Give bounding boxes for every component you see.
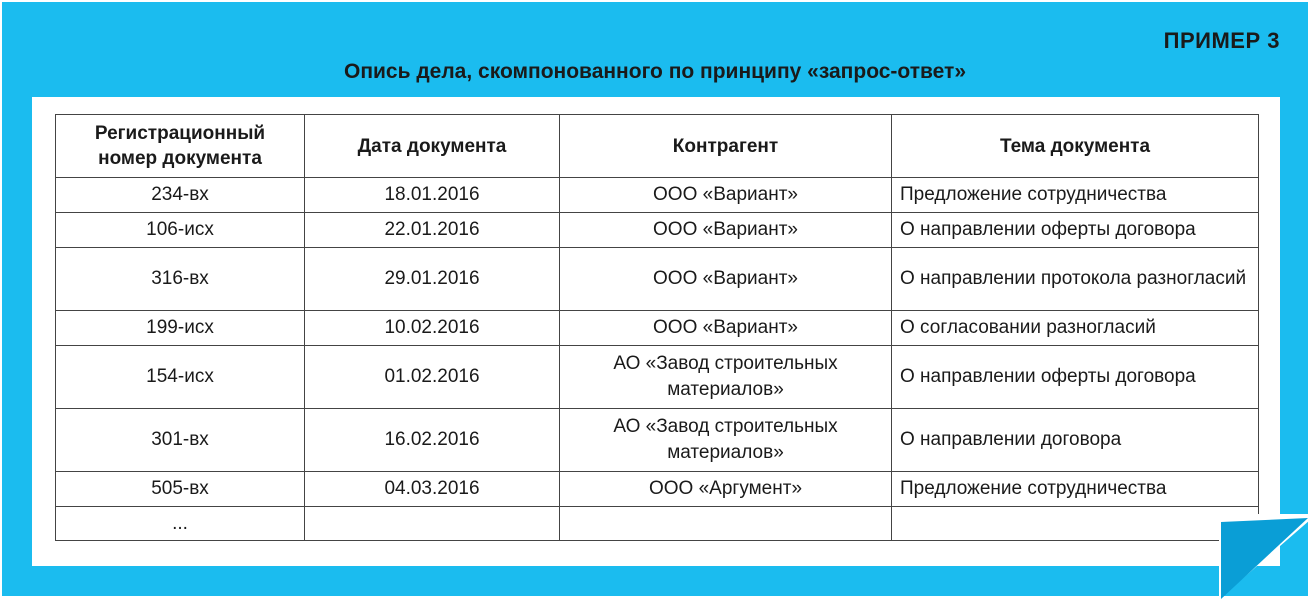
inventory-table (55, 114, 1259, 541)
cell-date: 22.01.2016 (305, 213, 560, 248)
cell-topic: О согласовании разногласий (892, 311, 1259, 346)
table-row (56, 311, 1259, 346)
example-label: ПРИМЕР 3 (1163, 28, 1280, 53)
cell-topic: О направлении оферты договора (892, 346, 1259, 409)
cell-reg-number: 154-исх (56, 346, 305, 409)
table-row (56, 472, 1259, 507)
cell-topic: О направлении протокола разногласий (892, 248, 1259, 311)
cell-counterparty: ООО «Вариант» (560, 311, 892, 346)
cell-topic: Предложение сотрудничества (892, 178, 1259, 213)
table-row (56, 409, 1259, 472)
table-row (56, 346, 1259, 409)
cell-topic: О направлении договора (892, 409, 1259, 472)
cell-reg-number: 199-исх (56, 311, 305, 346)
cell-date (305, 507, 560, 541)
cell-topic: О направлении оферты договора (892, 213, 1259, 248)
header-topic: Тема документа (892, 115, 1259, 178)
cell-reg-number: 316-вх (56, 248, 305, 311)
table-row (56, 507, 1259, 541)
cell-counterparty: АО «Завод строительных материалов» (560, 346, 892, 409)
cell-counterparty: ООО «Вариант» (560, 248, 892, 311)
cell-reg-number: ... (56, 507, 305, 541)
page-curl-icon (1219, 514, 1310, 599)
cell-counterparty: ООО «Вариант» (560, 213, 892, 248)
cell-date: 29.01.2016 (305, 248, 560, 311)
table-panel (32, 97, 1280, 566)
header-counterparty: Контрагент (560, 115, 892, 178)
table-header-row (56, 115, 1259, 178)
cell-date: 16.02.2016 (305, 409, 560, 472)
cell-date: 04.03.2016 (305, 472, 560, 507)
cell-topic: Предложение сотрудничества (892, 472, 1259, 507)
cell-counterparty: ООО «Аргумент» (560, 472, 892, 507)
header-reg-number: Регистрационный номер документа (56, 115, 305, 178)
cell-counterparty: АО «Завод строительных материалов» (560, 409, 892, 472)
table-row (56, 213, 1259, 248)
cell-reg-number: 505-вх (56, 472, 305, 507)
cell-date: 10.02.2016 (305, 311, 560, 346)
document-title: Опись дела, скомпонованного по принципу «запрос-ответ» (343, 60, 967, 83)
cell-counterparty (560, 507, 892, 541)
header-date: Дата документа (305, 115, 560, 178)
cell-counterparty: ООО «Вариант» (560, 178, 892, 213)
cell-reg-number: 106-исх (56, 213, 305, 248)
cell-date: 01.02.2016 (305, 346, 560, 409)
cell-reg-number: 301-вх (56, 409, 305, 472)
cell-date: 18.01.2016 (305, 178, 560, 213)
table-row (56, 178, 1259, 213)
cell-topic (892, 507, 1259, 541)
cell-reg-number: 234-вх (56, 178, 305, 213)
table-row (56, 248, 1259, 311)
